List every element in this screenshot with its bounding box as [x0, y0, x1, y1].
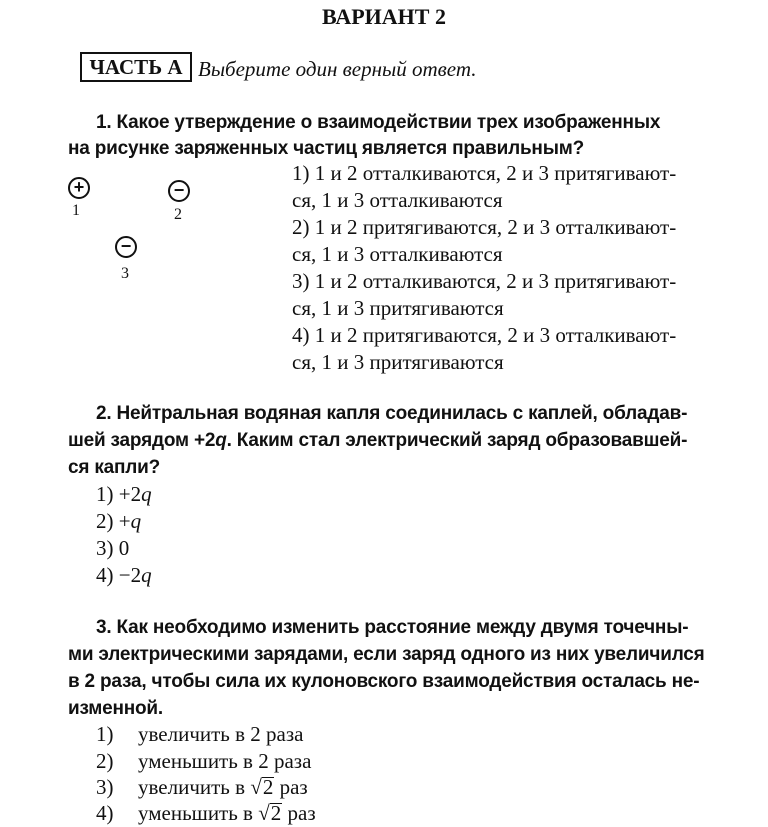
q1-option-1-line1: 1) 1 и 2 отталкиваются, 2 и 3 притягивают-	[292, 161, 677, 185]
q1-text-line1: 1. Какое утверждение о взаимодействии трех изображенных	[96, 112, 661, 133]
sqrt-icon: √2	[250, 775, 274, 799]
q2-text-line3: ся капли?	[68, 457, 161, 478]
part-instruction: Выберите один верный ответ.	[198, 57, 477, 81]
q2-text-line2: шей зарядом +2q. Каким стал электрический заряд образовавшей-	[68, 430, 688, 451]
q1-option-4-line2: ся, 1 и 3 притягиваются	[292, 350, 504, 374]
q3-text-line4: изменной.	[68, 698, 163, 719]
negative-charge-icon: −	[168, 180, 190, 202]
sqrt-icon: √2	[258, 801, 282, 825]
q2-text-line1: 2. Нейтральная водяная капля соединилась с каплей, обладав-	[96, 403, 688, 424]
q3-option-2: 2) уменьшить в 2 раза	[96, 749, 312, 773]
q3-text-line1: 3. Как необходимо изменить расстояние между двумя точечны-	[96, 617, 689, 638]
positive-charge-icon: +	[68, 177, 90, 199]
q1-option-3-line1: 3) 1 и 2 отталкиваются, 2 и 3 притягивают-	[292, 269, 677, 293]
q2-option-1: 1) +2q	[96, 482, 152, 506]
q1-option-4-line1: 4) 1 и 2 притягиваются, 2 и 3 отталкивают-	[292, 323, 677, 347]
q1-option-1-line2: ся, 1 и 3 отталкиваются	[292, 188, 503, 212]
charge-label-1: 1	[72, 202, 80, 219]
q1-option-3-line2: ся, 1 и 3 притягиваются	[292, 296, 504, 320]
charge-label-2: 2	[174, 206, 182, 223]
page-title: ВАРИАНТ 2	[322, 4, 446, 29]
q3-option-3: 3) увеличить в √2 раз	[96, 775, 308, 799]
q2-option-4: 4) −2q	[96, 563, 152, 587]
q2-option-3: 3) 0	[96, 536, 130, 560]
q3-option-4: 4) уменьшить в √2 раз	[96, 801, 316, 825]
q1-text-line2: на рисунке заряженных частиц является правильным?	[68, 138, 584, 159]
part-label: ЧАСТЬ А	[80, 52, 192, 82]
negative-charge-icon: −	[115, 236, 137, 258]
q3-text-line2: ми электрическими зарядами, если заряд одного из них увеличился	[68, 644, 705, 665]
q3-text-line3: в 2 раза, чтобы сила их кулоновского взаимодействия осталась не-	[68, 671, 700, 692]
q2-option-2: 2) +q	[96, 509, 142, 533]
q1-option-2-line2: ся, 1 и 3 отталкиваются	[292, 242, 503, 266]
q1-option-2-line1: 2) 1 и 2 притягиваются, 2 и 3 отталкивают-	[292, 215, 677, 239]
charge-label-3: 3	[121, 265, 129, 282]
q3-option-1: 1) увеличить в 2 раза	[96, 722, 304, 746]
